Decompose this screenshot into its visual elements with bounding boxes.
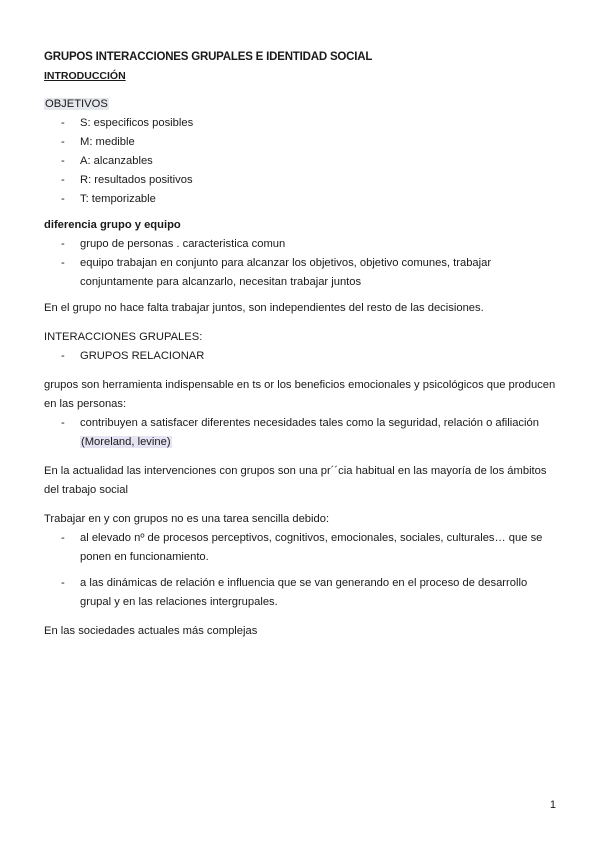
list-item: - A: alcanzables bbox=[44, 152, 560, 171]
diferencia-list bbox=[44, 235, 560, 292]
paragraph-grupo: En el grupo no hace falta trabajar juntos, son independientes del resto de las decisiones. bbox=[44, 302, 484, 314]
paragraph-trabajar: Trabajar en y con grupos no es una tarea sencilla debido: bbox=[44, 513, 330, 525]
trabajar-list bbox=[44, 529, 560, 567]
list-item: - M: medible bbox=[44, 133, 560, 152]
page-number: 1 bbox=[549, 799, 556, 811]
trabajar-list-2 bbox=[44, 574, 560, 612]
interacciones-heading: INTERACCIONES GRUPALES: bbox=[44, 331, 203, 343]
objetivos-list bbox=[44, 114, 560, 209]
herramienta-list bbox=[44, 414, 560, 452]
interacciones-list bbox=[44, 347, 560, 366]
list-item: - a las dinámicas de relación e influencia que se van generando en el proceso de desarrollo grupal y en las relaciones intergrupales. bbox=[44, 574, 560, 612]
document-page bbox=[44, 48, 560, 641]
list-item bbox=[44, 414, 560, 452]
objetivos-heading bbox=[44, 95, 560, 114]
section-heading-introduccion: INTRODUCCIÓN bbox=[44, 70, 126, 82]
list-item: - GRUPOS RELACIONAR bbox=[44, 347, 560, 366]
list-item: - T: temporizable bbox=[44, 190, 560, 209]
list-item-text: contribuyen a satisfacer diferentes necesidades tales como la seguridad, relación o afiliación bbox=[80, 417, 539, 429]
paragraph-herramienta: grupos son herramienta indispensable en ts or los beneficios emocionales y psicológicos que producen en las personas: bbox=[44, 379, 556, 410]
paragraph-sociedades: En las sociedades actuales más complejas bbox=[44, 625, 258, 637]
list-item: - S: especificos posibles bbox=[44, 114, 560, 133]
list-item: - al elevado nº de procesos perceptivos, cognitivos, emocionales, sociales, culturales… que se ponen en funcionamiento. bbox=[44, 529, 560, 567]
list-item: - R: resultados positivos bbox=[44, 171, 560, 190]
paragraph-actualidad: En la actualidad las intervenciones con grupos son una pr´´cia habitual en las mayoría de los ámbitos del trabajo social bbox=[44, 465, 547, 496]
citation: (Moreland, levine) bbox=[81, 436, 171, 448]
list-item: - grupo de personas . caracteristica comun bbox=[44, 235, 560, 254]
document-title: GRUPOS INTERACCIONES GRUPALES E IDENTIDAD SOCIAL bbox=[44, 51, 373, 63]
diferencia-heading: diferencia grupo y equipo bbox=[44, 219, 181, 231]
objetivos-heading-text: OBJETIVOS bbox=[45, 98, 108, 110]
list-item: - equipo trabajan en conjunto para alcanzar los objetivos, objetivo comunes, trabajar conjuntamente para alcanzarlo, necesitan trabajar juntos bbox=[44, 254, 560, 292]
